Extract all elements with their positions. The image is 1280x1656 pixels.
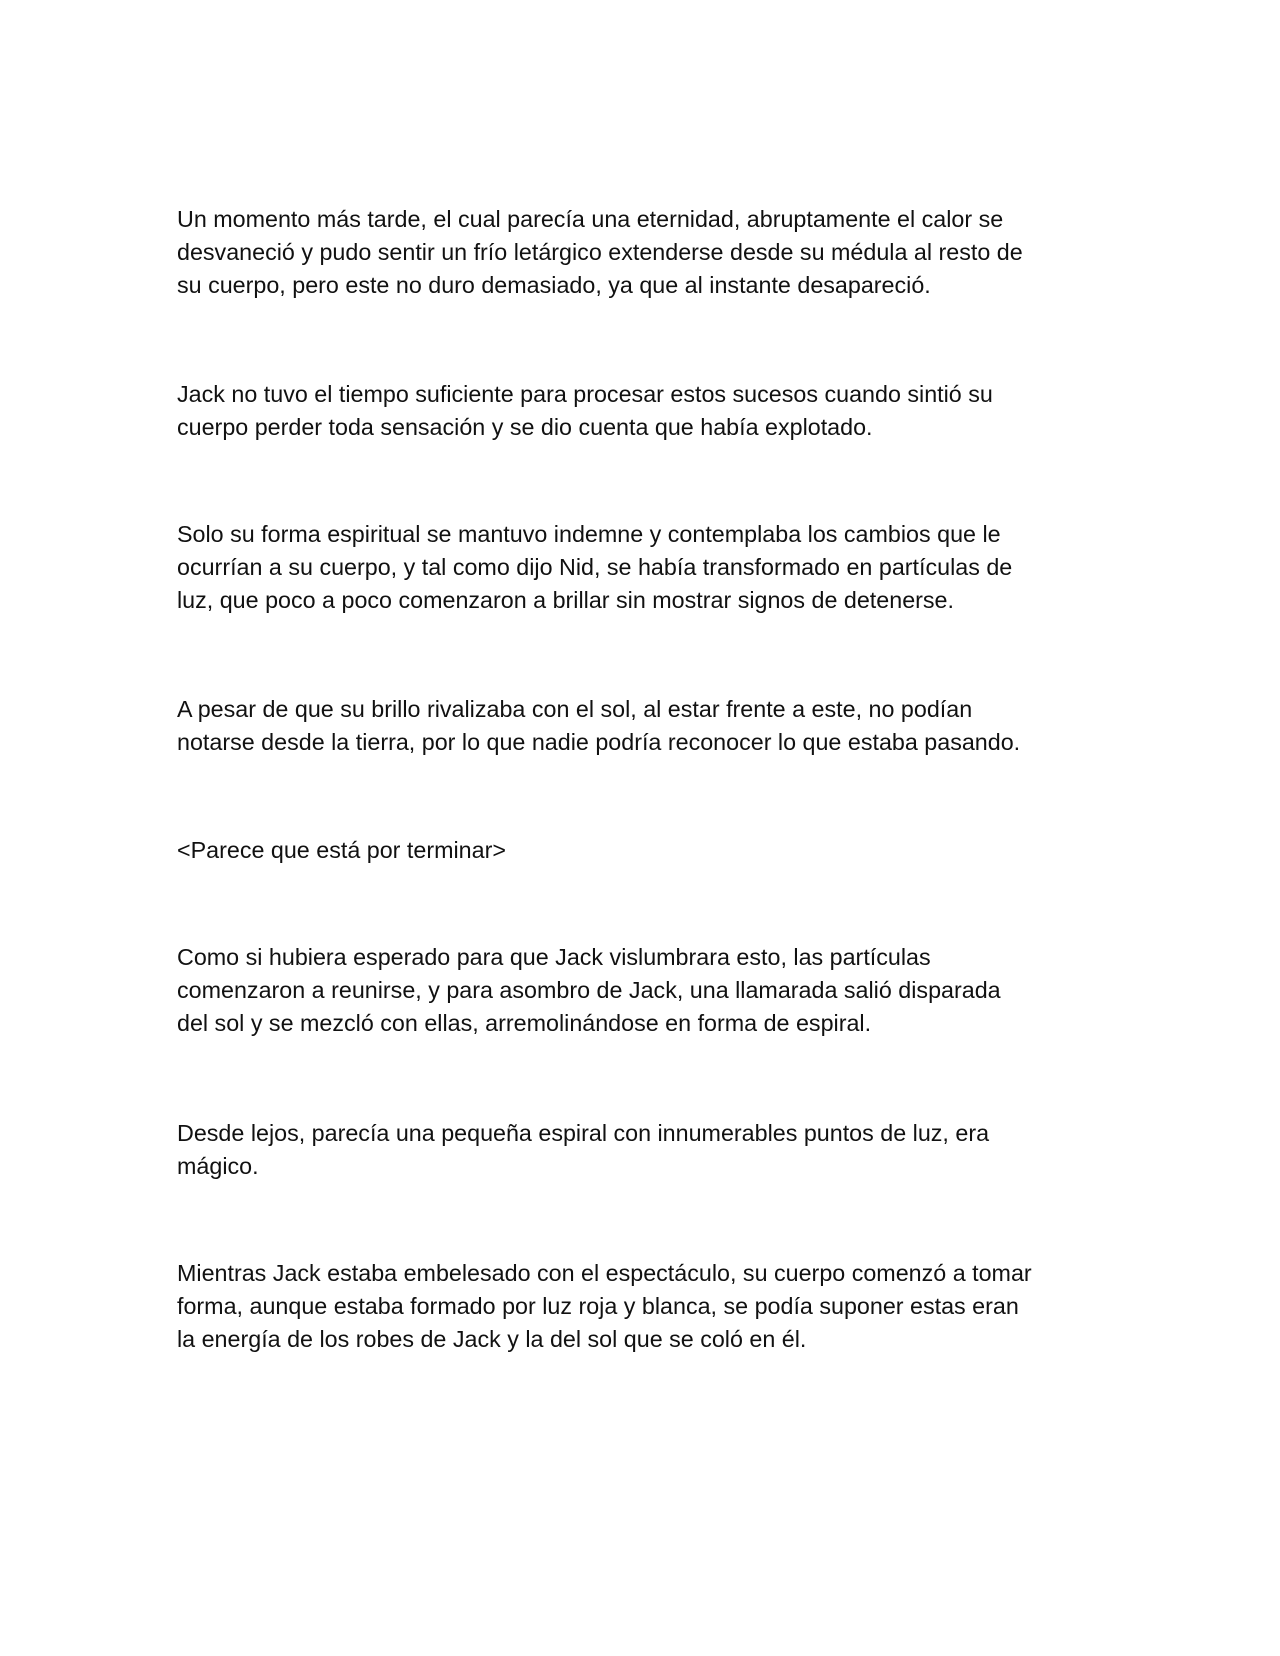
- paragraph-line: la energía de los robes de Jack y la del sol que se coló en él.: [177, 1326, 807, 1352]
- paragraph-line: Mientras Jack estaba embelesado con el espectáculo, su cuerpo comenzó a tomar: [177, 1260, 1032, 1286]
- paragraph-6: [177, 941, 1107, 1040]
- paragraph-5: [177, 834, 1107, 867]
- paragraph-1: [177, 203, 1107, 302]
- paragraph-line: Desde lejos, parecía una pequeña espiral con innumerables puntos de luz, era: [177, 1120, 990, 1146]
- paragraph-line: notarse desde la tierra, por lo que nadie podría reconocer lo que estaba pasando.: [177, 729, 1021, 755]
- paragraph-7: [177, 1117, 1107, 1183]
- paragraph-line: su cuerpo, pero este no duro demasiado, ya que al instante desapareció.: [177, 272, 931, 298]
- paragraph-8: [177, 1257, 1107, 1356]
- paragraph-line: cuerpo perder toda sensación y se dio cuenta que había explotado.: [177, 414, 873, 440]
- paragraph-2: [177, 378, 1107, 444]
- paragraph-line: forma, aunque estaba formado por luz roja y blanca, se podía suponer estas eran: [177, 1293, 1019, 1319]
- paragraph-line: Como si hubiera esperado para que Jack vislumbrara esto, las partículas: [177, 944, 931, 970]
- paragraph-line: mágico.: [177, 1153, 259, 1179]
- paragraph-line: desvaneció y pudo sentir un frío letárgico extenderse desde su médula al resto de: [177, 239, 1023, 265]
- paragraph-line: <Parece que está por terminar>: [177, 837, 506, 863]
- paragraph-3: [177, 518, 1107, 617]
- paragraph-line: Jack no tuvo el tiempo suficiente para procesar estos sucesos cuando sintió su: [177, 381, 993, 407]
- paragraph-line: luz, que poco a poco comenzaron a brillar sin mostrar signos de detenerse.: [177, 587, 954, 613]
- paragraph-line: Un momento más tarde, el cual parecía una eternidad, abruptamente el calor se: [177, 206, 1004, 232]
- paragraph-line: Solo su forma espiritual se mantuvo indemne y contemplaba los cambios que le: [177, 521, 1001, 547]
- paragraph-line: A pesar de que su brillo rivalizaba con el sol, al estar frente a este, no podían: [177, 696, 973, 722]
- paragraph-4: [177, 693, 1107, 759]
- paragraph-line: comenzaron a reunirse, y para asombro de Jack, una llamarada salió disparada: [177, 977, 1001, 1003]
- paragraph-line: del sol y se mezcló con ellas, arremolinándose en forma de espiral.: [177, 1010, 872, 1036]
- paragraph-line: ocurrían a su cuerpo, y tal como dijo Nid, se había transformado en partículas de: [177, 554, 1013, 580]
